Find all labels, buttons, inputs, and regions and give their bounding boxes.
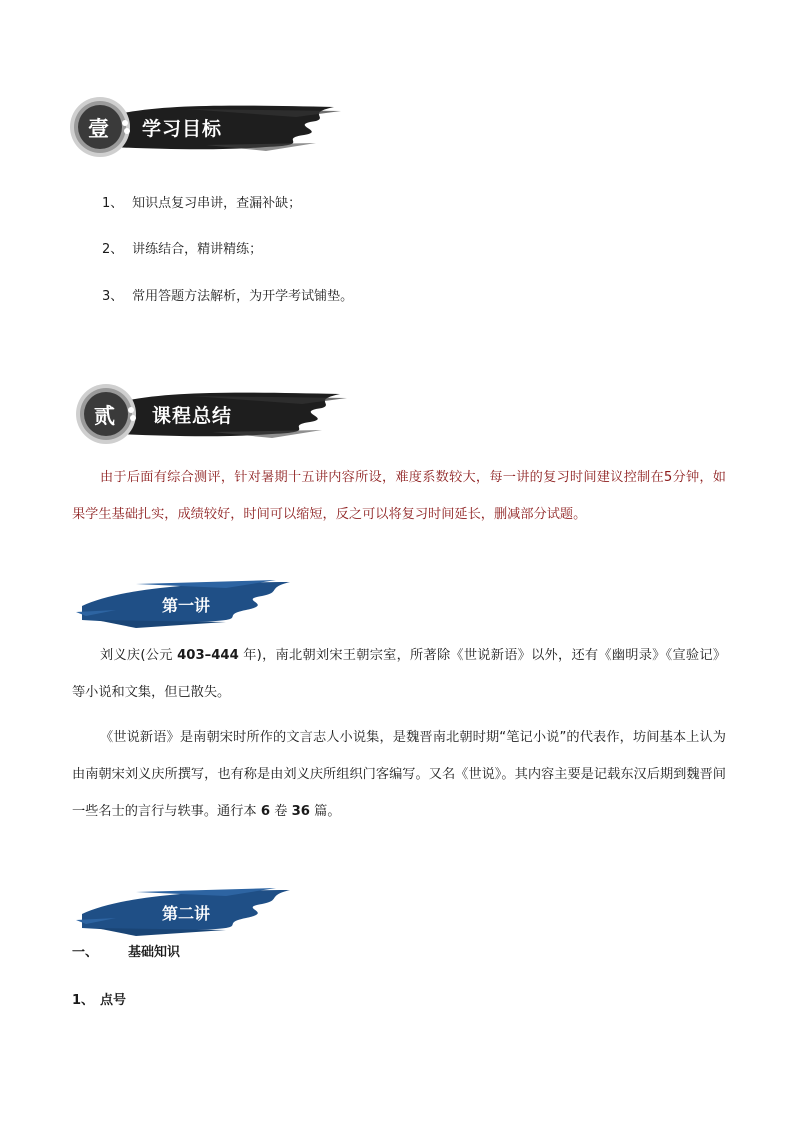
lecture-banner-2 <box>76 884 296 938</box>
goal-item <box>102 238 262 257</box>
section-banner-goals <box>66 95 346 165</box>
goal-item-number: 3、 <box>102 289 124 304</box>
heading-text: 点号 <box>100 993 127 1008</box>
course-summary-text: 由于后面有综合测评，针对暑期十五讲内容所设，难度系数较大，每一讲的复习时间建议控制在5分钟，如果学生基础扎实，成绩较好，时间可以缩短，反之可以将复习时间延长，删减部分试题。 <box>72 470 726 522</box>
text: 卷 <box>270 804 292 819</box>
section-title: 学习目标 <box>142 118 223 140</box>
years: 403–444 <box>177 648 239 663</box>
goal-item-text: 知识点复习串讲，查漏补缺； <box>132 196 302 211</box>
goal-item <box>102 192 301 211</box>
lecture1-para2 <box>72 719 726 830</box>
chapter-count: 36 <box>291 804 310 819</box>
lecture-title: 第一讲 <box>162 596 211 615</box>
section-number: 贰 <box>94 403 115 428</box>
lecture1-para1 <box>72 637 726 711</box>
goal-item-number: 1、 <box>102 196 124 211</box>
heading-punctuation <box>72 989 126 1008</box>
section-title: 课程总结 <box>152 405 233 427</box>
text: 篇。 <box>309 804 341 819</box>
section-number: 壹 <box>88 116 109 141</box>
lecture-banner-1 <box>76 576 296 630</box>
text: 刘义庆(公元 <box>100 648 178 663</box>
heading-number: 1、 <box>72 993 95 1008</box>
heading-basic-knowledge <box>72 941 180 960</box>
heading-text: 基础知识 <box>128 945 181 960</box>
text: 《世说新语》是南朝宋时所作的文言志人小说集，是魏晋南北朝时期“笔记小说”的代表作，坊间基本上认为由南朝宋刘义庆所撰写，也有称是由刘义庆所组织门客编写。又名《世说》。其内容主要是记载东汉后期到魏晋间一些名士的言行与轶事。通行本 <box>72 730 726 819</box>
goal-item-text: 常用答题方法解析，为开学考试铺垫。 <box>132 289 354 304</box>
section-banner-summary <box>72 382 352 452</box>
goal-item <box>102 285 353 304</box>
goal-item-text: 讲练结合，精讲精练； <box>132 242 263 257</box>
goal-item-number: 2、 <box>102 242 124 257</box>
course-summary <box>72 459 726 533</box>
text: 年)，南北朝刘宋王朝宗室，所著除《世说新语》以外，还有《幽明录》《宣验记》等小说和文集，但已散失。 <box>72 648 727 700</box>
volume-count: 6 <box>260 804 271 819</box>
lecture-title: 第二讲 <box>162 904 211 923</box>
heading-number: 一、 <box>72 945 99 960</box>
